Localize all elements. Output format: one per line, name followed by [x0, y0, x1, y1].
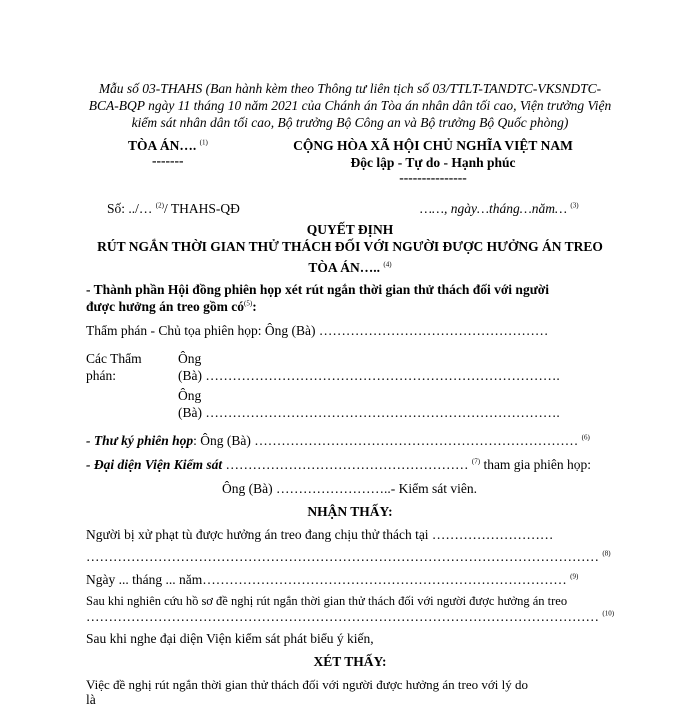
judges-label: Các Thẩm [86, 351, 142, 366]
considerations-line-1: Việc đề nghị rút ngắn thời gian thử thách đối với người được hưởng án treo với lý do [86, 677, 528, 692]
footnote-ref: (5) [244, 299, 253, 308]
considerations-line-2: là [86, 692, 96, 707]
issuing-court-text: TÒA ÁN….. [308, 260, 381, 275]
form-citation-line: BCA-BQP ngày 11 tháng 10 năm 2021 của Chánh án Tòa án nhân dân tối cao, Viện trưởng Viện [88, 98, 612, 113]
footnote-ref: (2) [155, 201, 164, 210]
blank-line: …………………………………………………………………………………………………… [86, 549, 599, 564]
clerk-line [86, 433, 590, 449]
procuracy-label: - Đại diện Viện Kiểm sát [86, 457, 223, 472]
judge-2-line: (Bà) ……………………………………………………………………. [178, 405, 560, 420]
decision-number [107, 201, 240, 217]
judges-label-cont: phán: [86, 368, 116, 383]
footnote-ref: (9) [570, 572, 579, 581]
panel-heading: - Thành phần Hội đồng phiên họp xét rút ngắn thời gian thử thách đối với người [86, 282, 550, 297]
panel-heading-colon: : [252, 299, 257, 314]
footnote-ref: (8) [602, 549, 611, 558]
presiding-judge-line: Thẩm phán - Chủ tọa phiên họp: Ông (Bà) …………………………………………… [86, 323, 549, 338]
form-citation [70, 80, 630, 131]
findings-line-6: Sau khi nghe đại diện Viện kiểm sát phát biểu ý kiến, [86, 631, 374, 646]
court-name [128, 138, 208, 154]
court-name-text: TÒA ÁN…. [128, 138, 197, 153]
decision-number-prefix: Số: ../… [107, 201, 153, 216]
findings-line-1: Người bị xử phạt tù được hưởng án treo đang chịu thử thách tại ……………………… [86, 527, 554, 542]
panel-heading-text: được hưởng án treo gồm có [86, 299, 245, 314]
prosecutor-line: Ông (Bà) ……………………..- Kiểm sát viên. [222, 481, 477, 496]
motto-rule: --------------- [399, 170, 467, 185]
issuing-court [0, 260, 700, 276]
form-citation-line: Mẫu số 03-THAHS (Ban hành kèm theo Thông tư liên tịch số 03/TTLT-TANDTC-VKSNDTC- [98, 81, 602, 96]
form-citation-line: kiểm sát nhân dân tối cao, Bộ trưởng Bộ Công an và Bộ trưởng Bộ Quốc phòng) [131, 115, 569, 130]
footnote-ref: (7) [471, 457, 481, 466]
judge-2-title: Ông [178, 388, 202, 403]
judge-1-title: Ông [178, 351, 202, 366]
clerk-value: : Ông (Bà) ……………………………………………………………… [193, 433, 579, 448]
footnote-ref: (4) [383, 260, 392, 269]
considerations-heading: XÉT THẤY: [313, 654, 387, 669]
findings-line-2 [86, 549, 611, 565]
procuracy-value: ……………………………………………… [222, 457, 469, 472]
national-motto: Độc lập - Tự do - Hạnh phúc [350, 155, 516, 170]
clerk-label: - Thư ký phiên họp [86, 433, 194, 448]
findings-heading: NHẬN THẤY: [307, 504, 393, 519]
footnote-ref: (10) [602, 609, 615, 618]
footnote-ref: (3) [570, 201, 579, 210]
blank-line: …………………………………………………………………………………………………… [86, 609, 599, 624]
decision-date-text: ……, ngày…tháng…năm… [420, 201, 568, 216]
procuracy-line [86, 457, 591, 473]
footnote-ref: (6) [581, 433, 590, 442]
findings-date: Ngày ... tháng ... năm……………………………………………………………………… [86, 572, 567, 587]
procuracy-tail: tham gia phiên họp: [480, 457, 592, 472]
court-rule: ------- [152, 153, 184, 168]
findings-line-4: Sau khi nghiên cứu hồ sơ đề nghị rút ngắn thời gian thử thách đối với người được hưởng án treo [86, 594, 568, 608]
footnote-ref: (1) [199, 138, 208, 147]
decision-date [420, 201, 579, 217]
national-title: CỘNG HÒA XÃ HỘI CHỦ NGHĨA VIỆT NAM [293, 138, 573, 153]
decision-subtitle: RÚT NGẮN THỜI GIAN THỬ THÁCH ĐỐI VỚI NGƯỜI ĐƯỢC HƯỞNG ÁN TREO [97, 239, 603, 254]
judge-1-line: (Bà) ……………………………………………………………………. [178, 368, 560, 383]
decision-number-suffix: / THAHS-QĐ [163, 201, 240, 216]
findings-line-5 [86, 609, 614, 625]
panel-heading-cont [86, 299, 257, 315]
findings-line-3 [86, 572, 578, 588]
decision-title: QUYẾT ĐỊNH [306, 222, 394, 237]
